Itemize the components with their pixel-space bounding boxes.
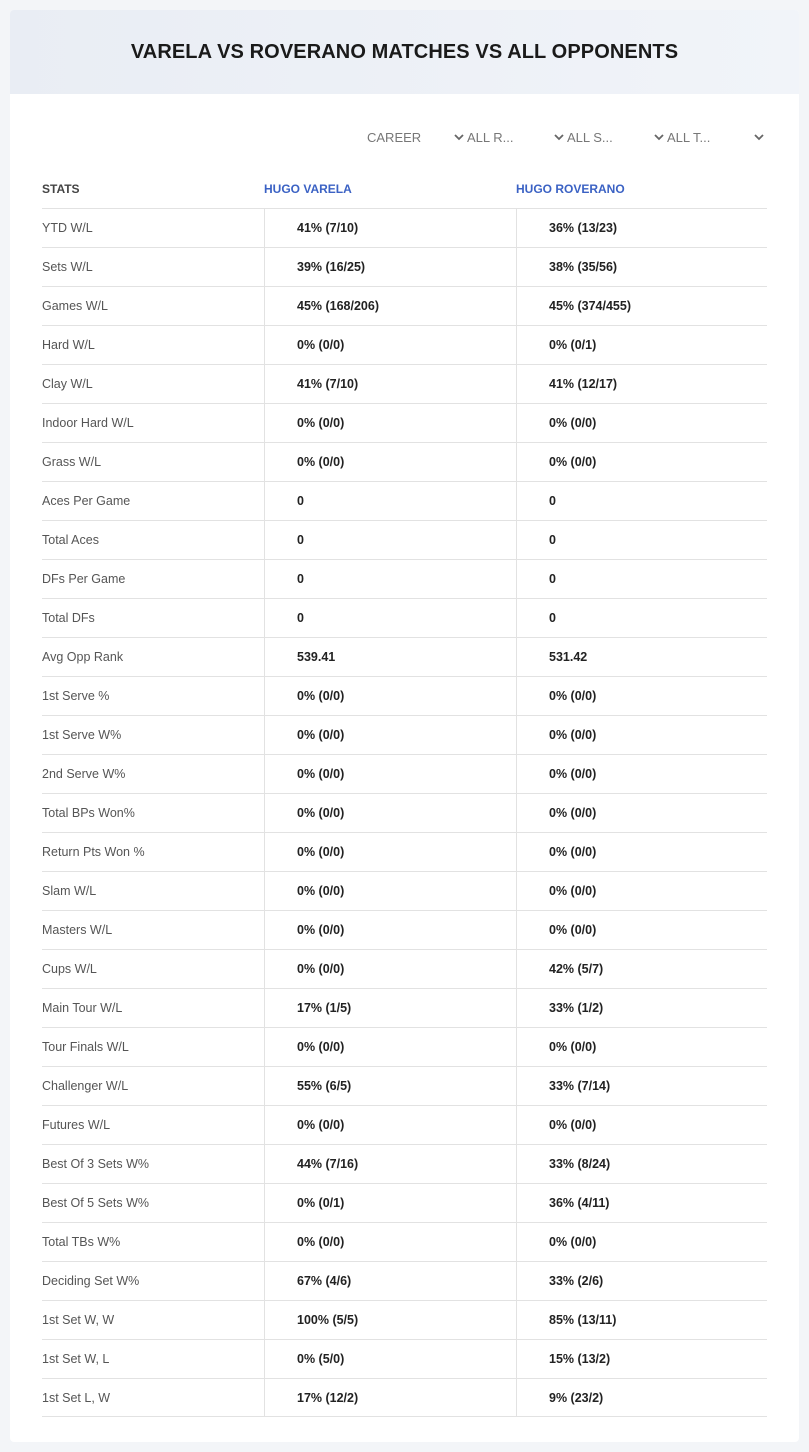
filter-round-label: ALL R... <box>467 129 514 145</box>
table-row <box>42 949 767 988</box>
table-row <box>42 286 767 325</box>
stat-label: Total BPs Won% <box>42 806 135 820</box>
stat-label: Futures W/L <box>42 1118 111 1132</box>
chevron-down-icon <box>453 131 465 143</box>
chevron-down-icon <box>653 131 665 143</box>
table-row <box>42 1339 767 1378</box>
table-row <box>42 988 767 1027</box>
player2-value: 42% (5/7) <box>516 950 767 988</box>
player1-value: 0 <box>264 599 516 637</box>
filter-tournament-select[interactable] <box>667 126 767 148</box>
player2-value: 38% (35/56) <box>516 248 767 286</box>
stat-label: Hard W/L <box>42 338 95 352</box>
table-row <box>42 1027 767 1066</box>
stat-label: Cups W/L <box>42 962 97 976</box>
player2-value: 531.42 <box>516 638 767 676</box>
stat-label: Best Of 3 Sets W% <box>42 1157 149 1171</box>
stat-label: Total Aces <box>42 533 99 547</box>
stat-label: Total TBs W% <box>42 1235 121 1249</box>
table-row <box>42 910 767 949</box>
stat-label: Total DFs <box>42 611 95 625</box>
table-row <box>42 559 767 598</box>
stat-label: Grass W/L <box>42 455 102 469</box>
stat-label: 1st Serve W% <box>42 728 122 742</box>
player1-value: 45% (168/206) <box>264 287 516 325</box>
stat-label: DFs Per Game <box>42 572 126 586</box>
table-row <box>42 715 767 754</box>
filter-period-label: CAREER <box>367 129 422 145</box>
stat-label: Masters W/L <box>42 923 113 937</box>
player2-value: 0% (0/1) <box>516 326 767 364</box>
player1-value: 55% (6/5) <box>264 1067 516 1105</box>
stat-label: Avg Opp Rank <box>42 650 124 664</box>
table-row <box>42 247 767 286</box>
table-row <box>42 832 767 871</box>
player2-value: 33% (8/24) <box>516 1145 767 1183</box>
stat-label: Sets W/L <box>42 260 93 274</box>
player2-value: 41% (12/17) <box>516 365 767 403</box>
player2-value: 36% (13/23) <box>516 209 767 247</box>
player1-value: 41% (7/10) <box>264 365 516 403</box>
table-row <box>42 208 767 247</box>
player2-value: 0 <box>516 599 767 637</box>
filter-period-select[interactable] <box>367 126 467 148</box>
table-row <box>42 1222 767 1261</box>
filter-surface-label: ALL S... <box>567 129 613 145</box>
player2-value: 45% (374/455) <box>516 287 767 325</box>
stat-label: Aces Per Game <box>42 494 131 508</box>
page-title: VARELA VS ROVERANO MATCHES VS ALL OPPONENTS <box>130 40 679 63</box>
player1-value: 539.41 <box>264 638 516 676</box>
player2-value: 0% (0/0) <box>516 716 767 754</box>
column-header-player1[interactable]: HUGO VARELA <box>264 182 352 196</box>
stat-label: 1st Serve % <box>42 689 110 703</box>
chevron-down-icon <box>553 131 565 143</box>
stat-label: Best Of 5 Sets W% <box>42 1196 149 1210</box>
stat-label: Slam W/L <box>42 884 97 898</box>
stat-label: Clay W/L <box>42 377 93 391</box>
player1-value: 39% (16/25) <box>264 248 516 286</box>
table-row <box>42 793 767 832</box>
player2-value: 0% (0/0) <box>516 1106 767 1144</box>
player1-value: 0% (0/0) <box>264 1106 516 1144</box>
player2-value: 0% (0/0) <box>516 443 767 481</box>
filter-surface-select[interactable] <box>567 126 667 148</box>
player1-value: 0% (0/0) <box>264 911 516 949</box>
player2-value: 0% (0/0) <box>516 1223 767 1261</box>
player1-value: 0% (0/0) <box>264 404 516 442</box>
filter-round-select[interactable] <box>467 126 567 148</box>
player2-value: 33% (2/6) <box>516 1262 767 1300</box>
table-row <box>42 403 767 442</box>
player2-value: 0% (0/0) <box>516 677 767 715</box>
player1-value: 0 <box>264 482 516 520</box>
player1-value: 0% (0/0) <box>264 872 516 910</box>
player1-value: 0% (0/0) <box>264 716 516 754</box>
stat-label: Tour Finals W/L <box>42 1040 129 1054</box>
stat-label: Main Tour W/L <box>42 1001 123 1015</box>
chevron-down-icon <box>753 131 765 143</box>
stat-label: Return Pts Won % <box>42 845 145 859</box>
player1-value: 0% (0/0) <box>264 794 516 832</box>
stat-label: Challenger W/L <box>42 1079 129 1093</box>
column-header-stats: STATS <box>42 182 80 196</box>
table-row <box>42 520 767 559</box>
table-row <box>42 1183 767 1222</box>
filter-tournament-label: ALL T... <box>667 129 711 145</box>
player1-value: 44% (7/16) <box>264 1145 516 1183</box>
stat-label: Deciding Set W% <box>42 1274 140 1288</box>
table-row <box>42 871 767 910</box>
player1-value: 0% (0/0) <box>264 950 516 988</box>
stat-label: YTD W/L <box>42 221 93 235</box>
table-row <box>42 481 767 520</box>
table-row <box>42 364 767 403</box>
player2-value: 0% (0/0) <box>516 1028 767 1066</box>
player2-value: 0% (0/0) <box>516 911 767 949</box>
player2-value: 0 <box>516 521 767 559</box>
player1-value: 100% (5/5) <box>264 1301 516 1339</box>
stats-table <box>42 170 767 1417</box>
player1-value: 0% (0/0) <box>264 443 516 481</box>
player1-value: 17% (12/2) <box>264 1379 516 1416</box>
player2-value: 15% (13/2) <box>516 1340 767 1378</box>
stats-card <box>10 10 799 1442</box>
card-header <box>10 10 799 94</box>
table-row <box>42 325 767 364</box>
table-header <box>42 170 767 208</box>
player2-value: 33% (1/2) <box>516 989 767 1027</box>
table-row <box>42 1378 767 1417</box>
player2-value: 0% (0/0) <box>516 404 767 442</box>
player2-value: 0 <box>516 560 767 598</box>
player1-value: 0% (0/0) <box>264 677 516 715</box>
player1-value: 0% (0/0) <box>264 755 516 793</box>
player1-value: 17% (1/5) <box>264 989 516 1027</box>
player2-value: 0 <box>516 482 767 520</box>
player2-value: 33% (7/14) <box>516 1067 767 1105</box>
stat-label: 1st Set W, W <box>42 1313 115 1327</box>
filter-bar <box>367 126 767 148</box>
player2-value: 0% (0/0) <box>516 872 767 910</box>
player1-value: 0% (0/0) <box>264 326 516 364</box>
table-row <box>42 1300 767 1339</box>
table-row <box>42 442 767 481</box>
stat-label: Games W/L <box>42 299 108 313</box>
player2-value: 0% (0/0) <box>516 833 767 871</box>
table-row <box>42 1261 767 1300</box>
table-row <box>42 598 767 637</box>
stat-label: 2nd Serve W% <box>42 767 126 781</box>
player2-value: 36% (4/11) <box>516 1184 767 1222</box>
player1-value: 0% (5/0) <box>264 1340 516 1378</box>
player1-value: 0% (0/0) <box>264 833 516 871</box>
player1-value: 0% (0/0) <box>264 1028 516 1066</box>
player1-value: 0 <box>264 560 516 598</box>
table-row <box>42 754 767 793</box>
player2-value: 0% (0/0) <box>516 794 767 832</box>
player1-value: 0% (0/1) <box>264 1184 516 1222</box>
table-row <box>42 1144 767 1183</box>
stat-label: Indoor Hard W/L <box>42 416 134 430</box>
player2-value: 85% (13/11) <box>516 1301 767 1339</box>
player1-value: 41% (7/10) <box>264 209 516 247</box>
stat-label: 1st Set L, W <box>42 1390 111 1405</box>
column-header-player2[interactable]: HUGO ROVERANO <box>516 182 625 196</box>
player2-value: 9% (23/2) <box>516 1379 767 1416</box>
table-row <box>42 637 767 676</box>
table-row <box>42 1066 767 1105</box>
stat-label: 1st Set W, L <box>42 1352 110 1366</box>
player2-value: 0% (0/0) <box>516 755 767 793</box>
player1-value: 0 <box>264 521 516 559</box>
table-row <box>42 1105 767 1144</box>
table-row <box>42 676 767 715</box>
player1-value: 0% (0/0) <box>264 1223 516 1261</box>
player1-value: 67% (4/6) <box>264 1262 516 1300</box>
